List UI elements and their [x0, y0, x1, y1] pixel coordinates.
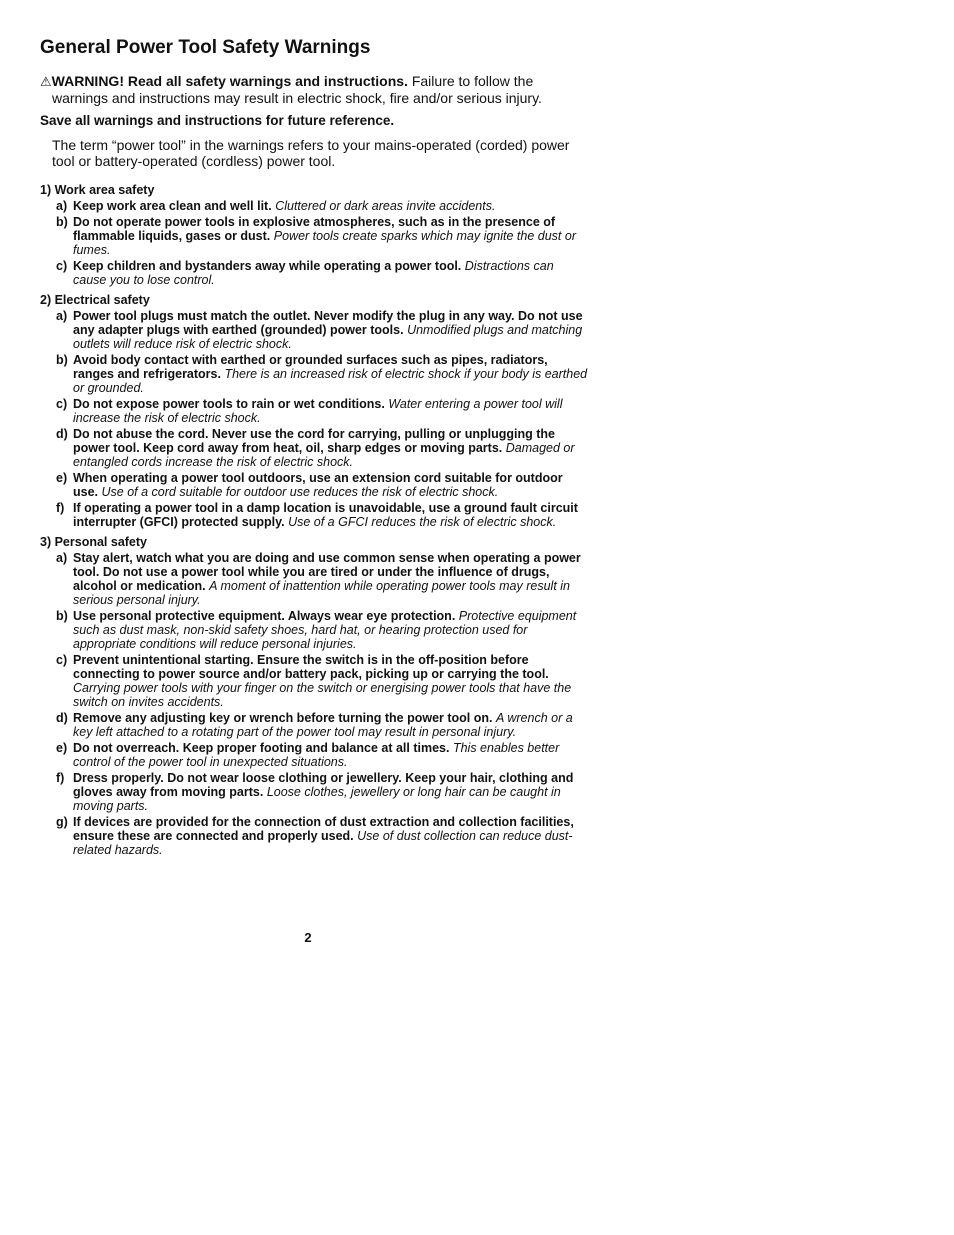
item-italic: A moment of inattention while operating power tools may result in serious personal injury.: [73, 579, 570, 607]
item-label: a): [56, 551, 68, 565]
item-italic: Power tools create sparks which may ignite the dust or fumes.: [73, 229, 576, 257]
list-item: [40, 199, 588, 213]
item-label: b): [56, 215, 68, 229]
item-italic: Loose clothes, jewellery or long hair can be caught in moving parts.: [73, 785, 561, 813]
item-label: c): [56, 397, 68, 411]
item-label: a): [56, 309, 68, 323]
item-bold: Do not abuse the cord. Never use the cord for carrying, pulling or unplugging the power tool. Keep cord away from heat, oil, sharp edges or moving parts.: [73, 427, 555, 455]
item-bold: Remove any adjusting key or wrench before turning the power tool on.: [73, 711, 493, 725]
list-item: [40, 551, 588, 607]
item-bold: Do not overreach. Keep proper footing and balance at all times.: [73, 741, 450, 755]
section-title: 1) Work area safety: [40, 183, 155, 197]
item-bold: Do not expose power tools to rain or wet conditions.: [73, 397, 385, 411]
item-italic: Use of a cord suitable for outdoor use reduces the risk of electric shock.: [101, 485, 499, 499]
item-bold: Power tool plugs must match the outlet. Never modify the plug in any way. Do not use any adapter plugs with earthed (grounded) power tools.: [73, 309, 583, 337]
list-item: [40, 309, 588, 351]
item-bold: Dress properly. Do not wear loose clothing or jewellery. Keep your hair, clothing and gloves away from moving parts.: [73, 771, 574, 799]
list-item: [40, 653, 588, 709]
list-item: [40, 609, 588, 651]
item-italic: Protective equipment such as dust mask, non-skid safety shoes, hard hat, or hearing protection used for appropriate conditions will reduce personal injuries.: [73, 609, 577, 651]
sections-list: [40, 183, 588, 857]
item-italic: Cluttered or dark areas invite accidents.: [275, 199, 496, 213]
item-label: c): [56, 259, 68, 273]
item-label: e): [56, 471, 68, 485]
page-title: General Power Tool Safety Warnings: [40, 37, 371, 58]
item-label: f): [56, 501, 65, 515]
list-item: [40, 741, 588, 769]
item-bold: When operating a power tool outdoors, use an extension cord suitable for outdoor use.: [73, 471, 563, 499]
item-bold: Prevent unintentional starting. Ensure the switch is in the off-position before connecting to power source and/or battery pack, picking up or carrying the tool.: [73, 653, 549, 681]
item-label: c): [56, 653, 68, 667]
list-item: [40, 259, 588, 287]
item-bold: Stay alert, watch what you are doing and use common sense when operating a power tool. Do not use a power tool while you are tired or under the influence of drugs, alcohol or medication.: [73, 551, 581, 593]
section-electrical-safety: [40, 293, 588, 529]
list-item: [40, 771, 588, 813]
list-item: [40, 427, 588, 469]
warning-body-text: Failure to follow the warnings and instructions may result in electric shock, fire and/or serious injury.: [52, 73, 542, 106]
item-label: f): [56, 771, 65, 785]
item-bold: If devices are provided for the connection of dust extraction and collection facilities, ensure these are connected and properly used.: [73, 815, 574, 843]
item-italic: Unmodified plugs and matching outlets will reduce risk of electric shock.: [73, 323, 583, 351]
section-title: 2) Electrical safety: [40, 293, 150, 307]
list-item: [40, 501, 588, 529]
save-notice: Save all warnings and instructions for future reference.: [40, 113, 395, 128]
item-bold: Do not operate power tools in explosive atmospheres, such as in the presence of flammable liquids, gases or dust.: [73, 215, 556, 243]
section-work-area-safety: [40, 183, 588, 287]
item-label: d): [56, 711, 68, 725]
page-number: 2: [304, 930, 312, 945]
warning-paragraph: [40, 73, 588, 106]
item-label: d): [56, 427, 68, 441]
term-notice: The term “power tool” in the warnings refers to your mains-operated (corded) power tool or battery-operated (cordless) power tool.: [52, 137, 570, 169]
item-italic: Damaged or entangled cords increase the risk of electric shock.: [73, 441, 575, 469]
item-bold: If operating a power tool in a damp location is unavoidable, use a ground fault circuit interrupter (GFCI) protected supply.: [73, 501, 578, 529]
item-italic: Carrying power tools with your finger on the switch or energising power tools that have the switch on invites accidents.: [73, 681, 572, 709]
section-title: 3) Personal safety: [40, 535, 147, 549]
list-item: [40, 215, 588, 257]
warning-triangle-icon: ⚠: [40, 74, 52, 89]
list-item: [40, 471, 588, 499]
item-label: b): [56, 609, 68, 623]
content-column: [40, 36, 588, 863]
list-item: [40, 711, 588, 739]
item-italic: Water entering a power tool will increase the risk of electric shock.: [73, 397, 563, 425]
list-item: [40, 353, 588, 395]
item-bold: Keep work area clean and well lit.: [73, 199, 272, 213]
item-italic: There is an increased risk of electric shock if your body is earthed or grounded.: [73, 367, 588, 395]
item-label: e): [56, 741, 68, 755]
item-italic: Use of a GFCI reduces the risk of electric shock.: [288, 515, 557, 529]
list-item: [40, 815, 588, 857]
item-bold: Keep children and bystanders away while operating a power tool.: [73, 259, 462, 273]
warning-bold-text: WARNING! Read all safety warnings and instructions.: [51, 73, 408, 89]
item-label: g): [56, 815, 68, 829]
section-personal-safety: [40, 535, 588, 857]
item-bold: Use personal protective equipment. Always wear eye protection.: [73, 609, 456, 623]
item-italic: This enables better control of the power tool in unexpected situations.: [73, 741, 560, 769]
item-bold: Avoid body contact with earthed or grounded surfaces such as pipes, radiators, ranges and refrigerators.: [73, 353, 548, 381]
list-item: [40, 397, 588, 425]
item-italic: Distractions can cause you to lose control.: [73, 259, 554, 287]
item-label: b): [56, 353, 68, 367]
item-italic: A wrench or a key left attached to a rotating part of the power tool may result in personal injury.: [73, 711, 573, 739]
item-italic: Use of dust collection can reduce dust-related hazards.: [73, 829, 573, 857]
item-label: a): [56, 199, 68, 213]
